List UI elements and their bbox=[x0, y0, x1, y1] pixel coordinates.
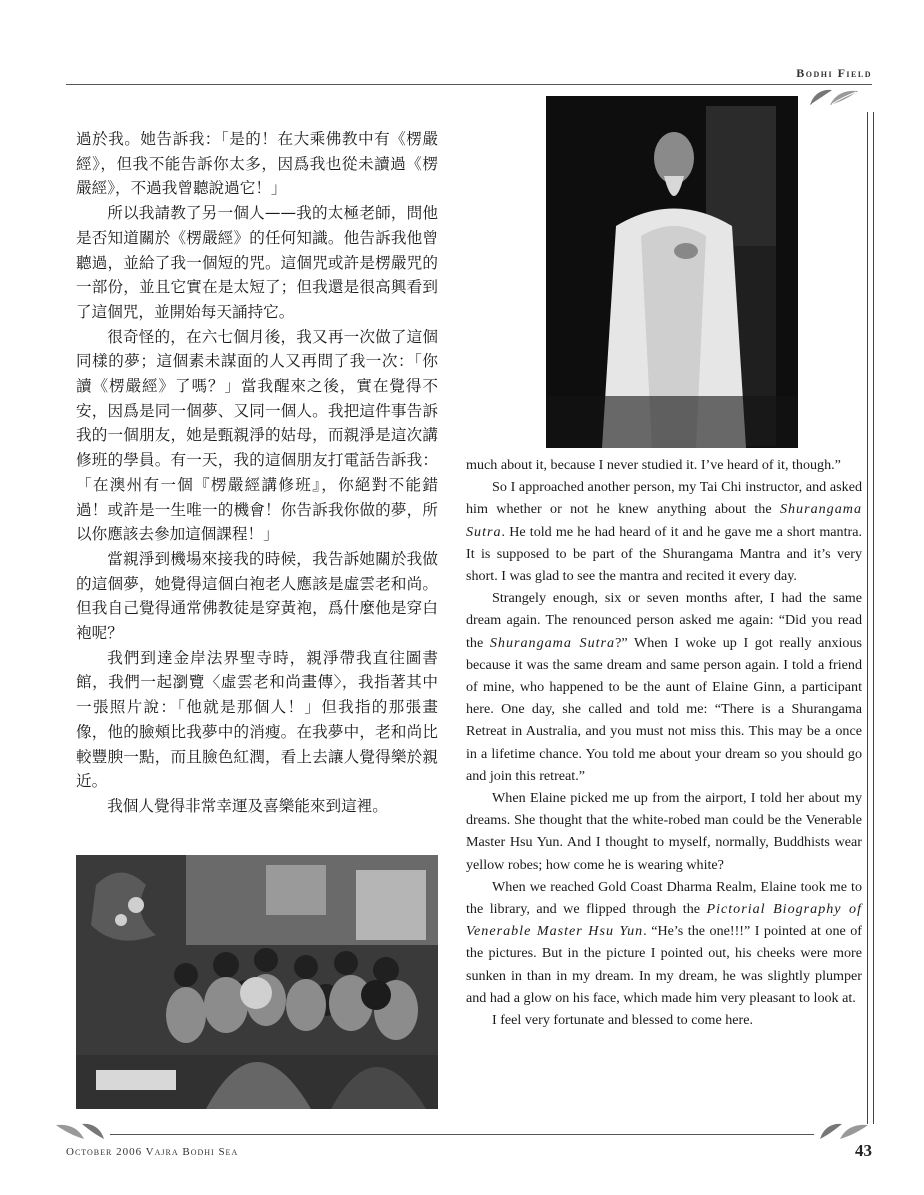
chinese-text-column bbox=[76, 127, 438, 819]
en-paragraph: When we reached Gold Coast Dharma Realm, Elaine took me to the library, and we flipped through the Pictorial Biography of Venerable Master Hsu Yun. “He’s the one!!!” I pointed at one of the pictures. But in the picture I pointed out, his cheeks were more sunken in than in my dream. In my dream, he was slightly plumper and had a glow on his face, which made him very pleasant to look at. bbox=[466, 878, 863, 1006]
page-number: 43 bbox=[855, 1141, 872, 1160]
right-border-line bbox=[867, 112, 868, 1124]
leaf-ornament-icon bbox=[806, 86, 862, 108]
book-title: Shurangama Sutra bbox=[489, 634, 616, 651]
en-paragraph: So I approached another person, my Tai Chi instructor, and asked him whether or not he knew anything about the Shurangama Sutra. He told me he had heard of it and he gave me a short mantra. It is supposed to be part of the Shurangama Mantra and it’s very short. I was glad to see the mantra and recited it every day. bbox=[466, 479, 862, 585]
header-rule bbox=[66, 84, 872, 85]
en-paragraph: When Elaine picked me up from the airport, I told her about my dreams. She thought that the white-robed man could be the Venerable Master Hsu Yun. And I thought to myself, normally, Buddhists wear yellow robes; how come he is wearing white? bbox=[466, 790, 862, 873]
section-header: Bodhi Field bbox=[796, 66, 872, 80]
zh-paragraph: 我個人覺得非常幸運及喜樂能來到這裡。 bbox=[107, 796, 388, 815]
zh-paragraph: 我們到達金岸法界聖寺時，親淨帶我直往圖書館，我們一起瀏覽〈虛雲老和尚畫傳〉，我指著其中一張照片說：「他就是那個人！」但我指的那張畫像，他的臉頰比我夢中的消瘦。在我夢中，老和尚比較豐腴一點，而且臉色紅潤，看上去讓人覺得樂於親近。 bbox=[76, 648, 438, 791]
zh-paragraph: 所以我請教了另一個人——我的太極老師，問他是否知道關於《楞嚴經》的任何知識。他告訴我他曾聽過，並給了我一個短的咒。這個咒或許是楞嚴咒的一部份，並且它實在是太短了；但我還是很高興看到了這個咒，並開始每天誦持它。 bbox=[76, 204, 438, 321]
book-title: Pictorial Biography of Venerable Master Hsu Yun bbox=[466, 901, 862, 940]
english-text-column bbox=[466, 454, 862, 1031]
zh-paragraph: 當親淨到機場來接我的時候，我告訴她關於我做的這個夢，她覺得這個白袍老人應該是虛雲老和尚。但我自己覺得通常佛教徒是穿黃袍，爲什麼他是穿白袍呢？ bbox=[76, 549, 438, 643]
group-photo bbox=[76, 855, 438, 1109]
zh-paragraph: 過於我。她告訴我：「是的！在大乘佛教中有《楞嚴經》，但我不能告訴你太多，因爲我也從未讀過《楞嚴經》，不過我曾聽說過它！」 bbox=[76, 130, 438, 198]
zh-paragraph: 很奇怪的，在六七個月後，我又再一次做了這個同樣的夢；這個素未謀面的人又再問了我一次：「你讀《楞嚴經》了嗎？」當我醒來之後，實在覺得不安，因爲是同一個夢、又同一個人。我把這件事告訴我的一個朋友，她是甄親淨的姑母，而親淨是這次講修班的學員。有一天，我的這個朋友打電話告訴我：「在澳州有一個『楞嚴經講修班』，你絕對不能錯過！或許是一生唯一的機會！你告訴我你做的夢，所以你應該去參加這個課程！」 bbox=[76, 327, 438, 544]
leaf-ornament-icon bbox=[52, 1120, 108, 1142]
book-title: Shurangama Sutra bbox=[466, 501, 862, 540]
en-paragraph: Strangely enough, six or seven months after, I had the same dream again. The renounced person asked me again: “Did you read the Shurangama Sutra?” When I woke up I got really anxious because it was the same dream and same person again. I told a friend of mine, who happened to be the aunt of Elaine Ginn, a participant here. One day, she called and told me: “There is a Shurangama Retreat in Australia, and you must not miss this. This may be a once in a lifetime chance. You told me about your dream so you should go and join this retreat.” bbox=[466, 590, 862, 784]
en-paragraph: much about it, because I never studied it. I’ve heard of it, though.” bbox=[466, 457, 841, 473]
en-paragraph: I feel very fortunate and blessed to come here. bbox=[492, 1012, 754, 1029]
leaf-ornament-icon bbox=[816, 1120, 872, 1142]
right-border-line-outer bbox=[873, 112, 874, 1124]
footer-publication: October 2006 Vajra Bodhi Sea bbox=[66, 1146, 239, 1158]
footer-rule bbox=[110, 1134, 814, 1135]
portrait-photo bbox=[546, 96, 798, 448]
